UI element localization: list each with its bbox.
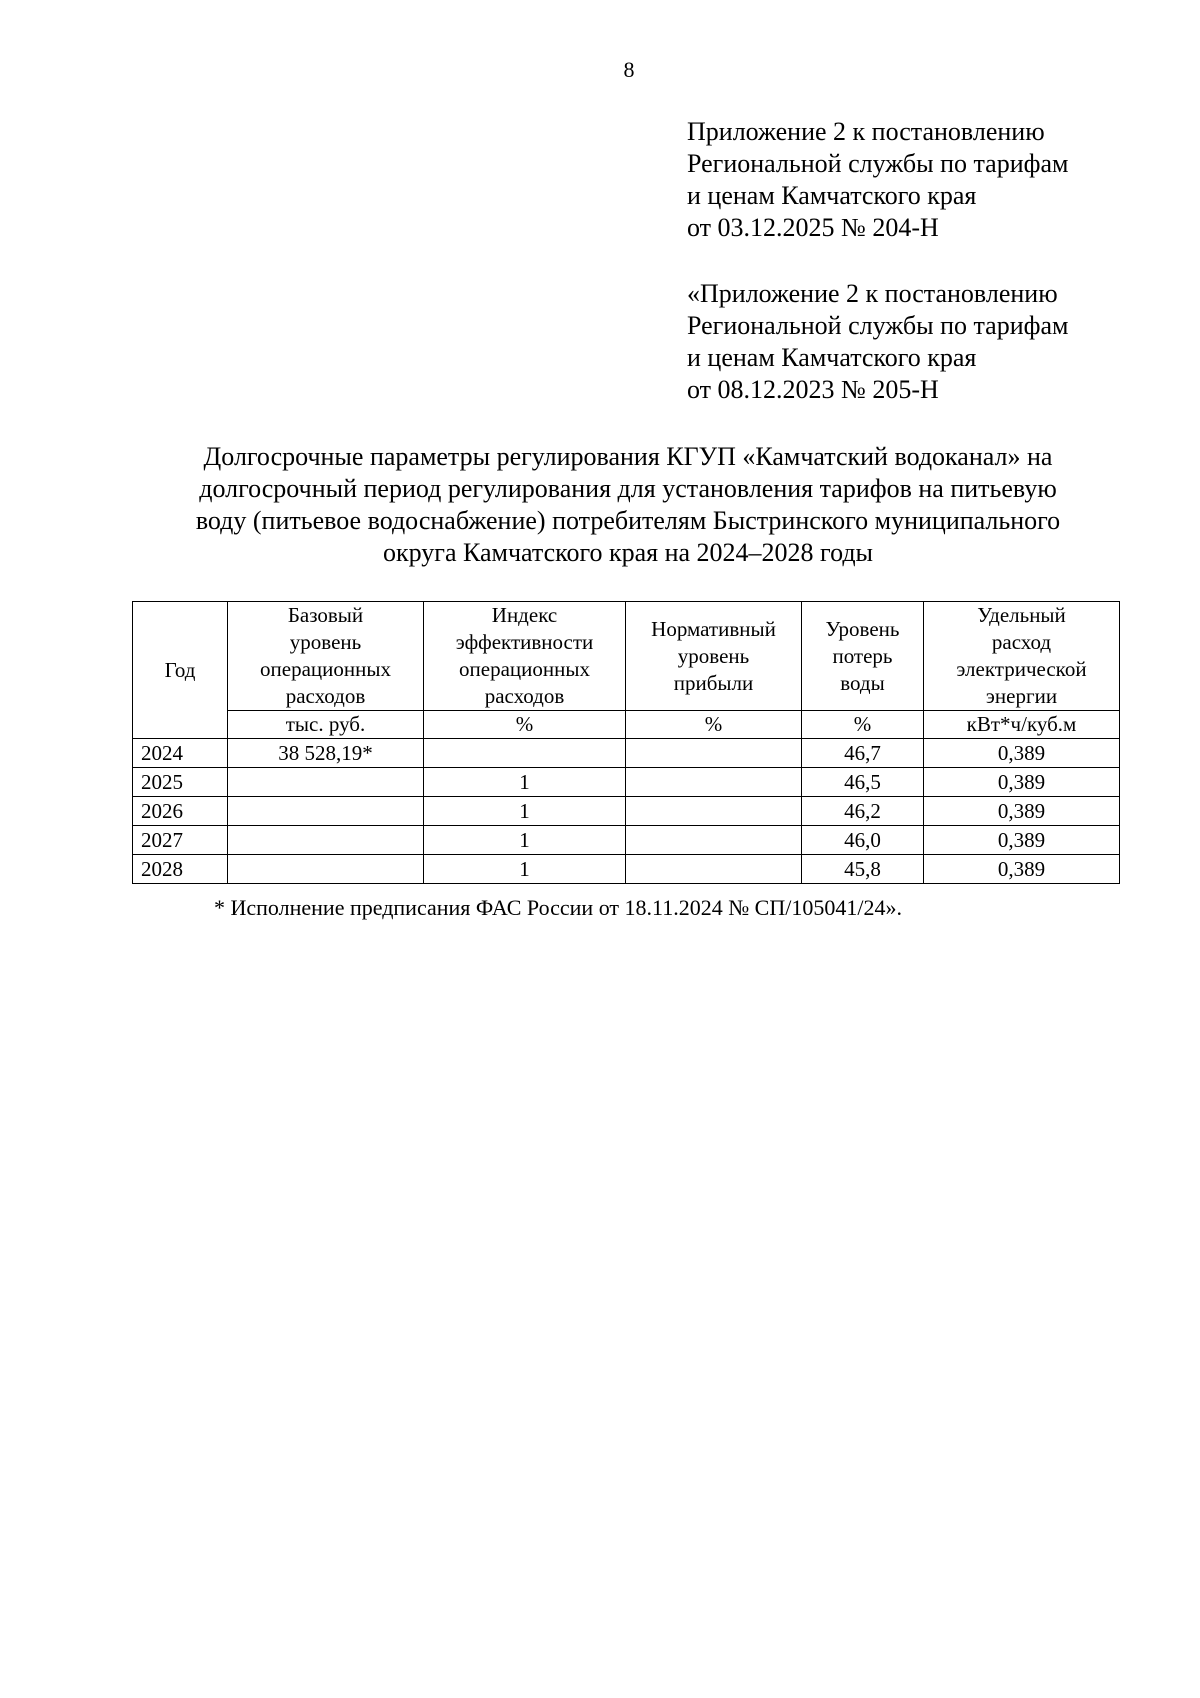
table-row	[133, 826, 1120, 855]
header-line: расходов	[285, 684, 366, 708]
appendix-line: и ценам Камчатского края	[687, 343, 977, 372]
header-line: воды	[840, 670, 885, 695]
header-base-level	[228, 602, 424, 711]
cell-efficiency-index: 1	[424, 797, 626, 826]
header-water-losses	[802, 602, 924, 711]
parameters-table	[132, 601, 1120, 884]
cell-profit-level	[626, 826, 802, 855]
cell-year: 2024	[133, 739, 228, 768]
header-energy-consumption	[924, 602, 1120, 711]
unit-profit-level: %	[626, 711, 802, 739]
cell-efficiency-index: 1	[424, 855, 626, 884]
header-line: Индекс	[491, 603, 558, 627]
cell-year: 2027	[133, 826, 228, 855]
cell-year: 2026	[133, 797, 228, 826]
cell-energy-consumption: 0,389	[924, 768, 1120, 797]
header-line: эффективности	[455, 630, 594, 654]
header-line: расходов	[484, 684, 565, 708]
cell-water-losses: 45,8	[802, 855, 924, 884]
title-line: долгосрочный период регулирования для установления тарифов на питьевую	[199, 474, 1057, 503]
header-line: Нормативный	[651, 616, 776, 641]
table-row	[133, 797, 1120, 826]
units-row	[133, 711, 1120, 739]
appendix-line: «Приложение 2 к постановлению	[687, 279, 1058, 308]
cell-energy-consumption: 0,389	[924, 739, 1120, 768]
footnote: * Исполнение предписания ФАС России от 18.11.2024 № СП/105041/24».	[214, 895, 902, 920]
cell-profit-level	[626, 739, 802, 768]
appendix-original-header	[687, 278, 1068, 406]
cell-energy-consumption: 0,389	[924, 826, 1120, 855]
title-line: округа Камчатского края на 2024–2028 годы	[382, 538, 874, 567]
appendix-line: и ценам Камчатского края	[687, 181, 977, 210]
header-line: прибыли	[673, 670, 754, 695]
header-line: уровень	[677, 643, 750, 668]
header-line: расход	[991, 630, 1052, 654]
header-line: Удельный	[977, 603, 1066, 627]
unit-efficiency-index: %	[424, 711, 626, 739]
cell-base-level: 38 528,19*	[228, 739, 424, 768]
appendix-current-header	[687, 116, 1068, 244]
cell-base-level	[228, 826, 424, 855]
cell-efficiency-index: 1	[424, 768, 626, 797]
cell-energy-consumption: 0,389	[924, 855, 1120, 884]
title-line: Долгосрочные параметры регулирования КГУП «Камчатский водоканал» на	[203, 442, 1053, 471]
cell-base-level	[228, 855, 424, 884]
cell-profit-level	[626, 768, 802, 797]
table-row	[133, 855, 1120, 884]
unit-energy-consumption: кВт*ч/куб.м	[924, 711, 1120, 739]
cell-base-level	[228, 768, 424, 797]
header-efficiency-index	[424, 602, 626, 711]
document-title	[130, 441, 1126, 569]
header-line: уровень	[289, 630, 362, 654]
header-line: потерь	[832, 643, 893, 668]
table-row	[133, 768, 1120, 797]
appendix-line: от 08.12.2023 № 205-Н	[687, 375, 939, 404]
cell-profit-level	[626, 797, 802, 826]
header-profit-level	[626, 602, 802, 711]
cell-base-level	[228, 797, 424, 826]
header-line: Уровень	[825, 616, 900, 641]
appendix-line: от 03.12.2025 № 204-Н	[687, 213, 939, 242]
title-line: воду (питьевое водоснабжение) потребителям Быстринского муниципального	[195, 506, 1061, 535]
cell-energy-consumption: 0,389	[924, 797, 1120, 826]
appendix-line: Приложение 2 к постановлению	[687, 117, 1045, 146]
cell-efficiency-index	[424, 739, 626, 768]
cell-water-losses: 46,0	[802, 826, 924, 855]
header-line: энергии	[985, 684, 1058, 708]
cell-water-losses: 46,5	[802, 768, 924, 797]
appendix-line: Региональной службы по тарифам	[687, 149, 1069, 178]
unit-base-level: тыс. руб.	[228, 711, 424, 739]
header-line: электрической	[956, 657, 1087, 681]
cell-water-losses: 46,7	[802, 739, 924, 768]
header-line: операционных	[260, 657, 391, 681]
header-row	[133, 602, 1120, 711]
cell-year: 2028	[133, 855, 228, 884]
table-row	[133, 739, 1120, 768]
cell-water-losses: 46,2	[802, 797, 924, 826]
unit-water-losses: %	[802, 711, 924, 739]
appendix-line: Региональной службы по тарифам	[687, 311, 1069, 340]
page-number: 8	[623, 57, 635, 82]
header-year: Год	[133, 602, 228, 739]
cell-profit-level	[626, 855, 802, 884]
cell-efficiency-index: 1	[424, 826, 626, 855]
header-line: операционных	[459, 657, 590, 681]
cell-year: 2025	[133, 768, 228, 797]
header-line: Базовый	[287, 603, 364, 627]
